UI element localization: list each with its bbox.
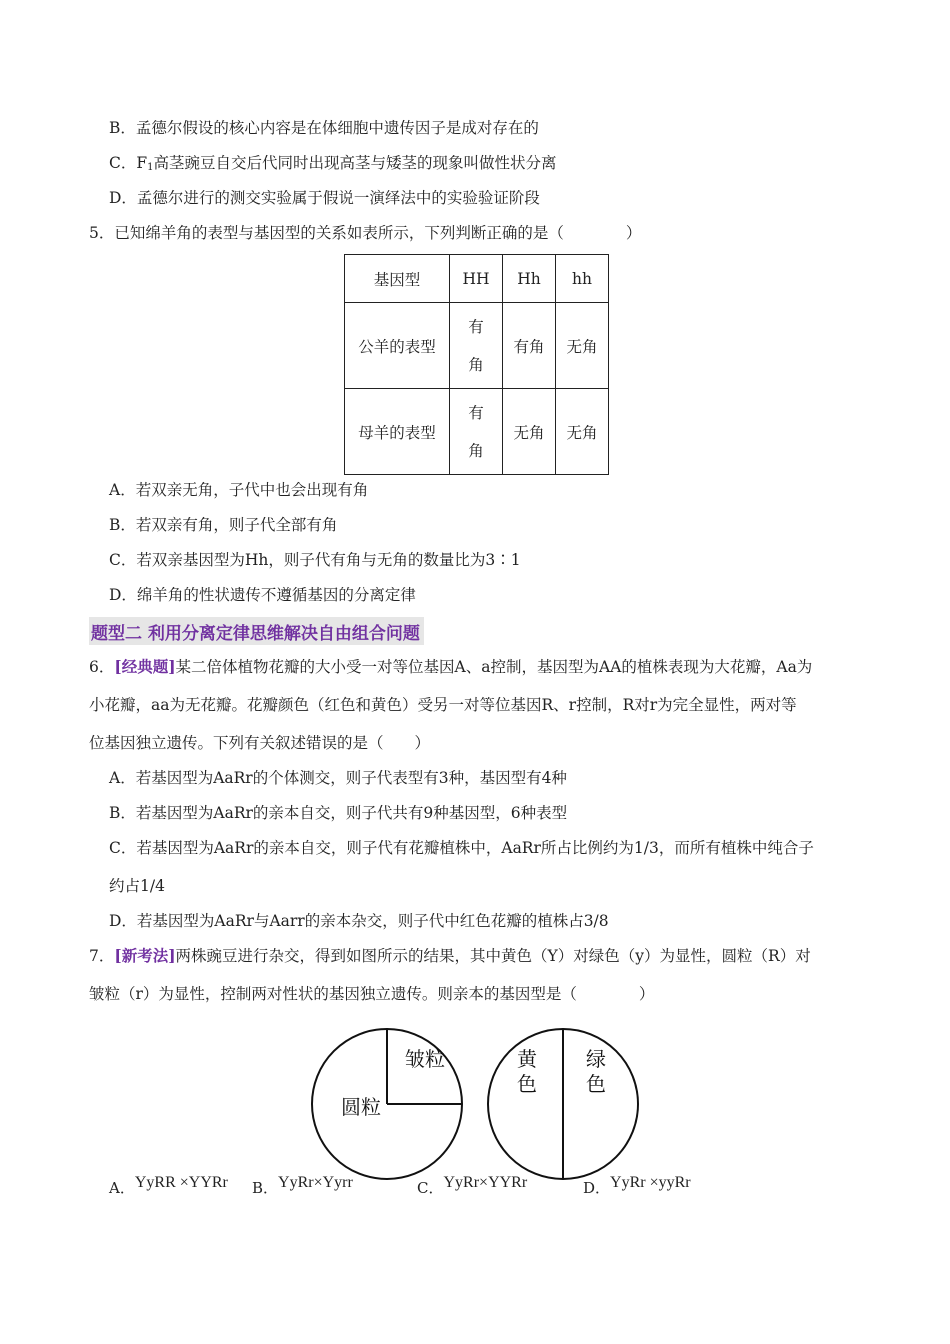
q6-option-b: B．若基因型为AaRr的亲本自交，则子代共有9种基因型，6种表型 bbox=[109, 804, 568, 822]
q5-option-c: C．若双亲基因型为Hh，则子代有角与无角的数量比为3∶1 bbox=[109, 551, 521, 569]
pie-slice-label: 色 bbox=[517, 1072, 537, 1096]
pie-slice-label: 圆粒 bbox=[341, 1095, 381, 1119]
row-label: 母羊的表型 bbox=[345, 389, 450, 475]
table-cell: 无角 bbox=[556, 389, 609, 475]
table-cell: 有角 bbox=[450, 389, 503, 475]
pie-slice-label: 色 bbox=[586, 1072, 606, 1096]
question-7-line-2: 皱粒（r）为显性，控制两对性状的基因独立遗传。则亲本的基因型是（ ） bbox=[89, 985, 655, 1003]
pie-slice-label: 黄 bbox=[517, 1047, 537, 1071]
section-heading: 题型二 利用分离定律思维解决自由组合问题 bbox=[89, 617, 424, 645]
table-cell: 无角 bbox=[556, 303, 609, 389]
q6-option-a: A．若基因型为AaRr的个体测交，则子代表型有3种，基因型有4种 bbox=[109, 769, 567, 787]
q5-option-b: B．若双亲有角，则子代全部有角 bbox=[109, 516, 338, 534]
q6-option-c-line-1: C．若基因型为AaRr的亲本自交，则子代有花瓣植株中，AaRr所占比例约为1/3，而所有植株中纯合子 bbox=[109, 839, 814, 857]
q4-option-c: C．$F_1$高茎豌豆自交后代同时出现高茎与矮茎的现象叫做性状分离 bbox=[109, 154, 557, 173]
row-label: 公羊的表型 bbox=[345, 303, 450, 389]
table-cell: 有角 bbox=[503, 303, 556, 389]
q6-option-c-line-2: 约占1/4 bbox=[109, 877, 165, 895]
table-header-cell: Hh bbox=[503, 255, 556, 303]
q4-option-b: B．孟德尔假设的核心内容是在体细胞中遗传因子是成对存在的 bbox=[109, 119, 539, 137]
q7-option-c: C．YyRr×YYRr bbox=[417, 1174, 528, 1197]
question-tag: [新考法] bbox=[114, 946, 176, 965]
pie-slice-label: 皱粒 bbox=[405, 1047, 445, 1071]
question-6-line-3: 位基因独立遗传。下列有关叙述错误的是（ ） bbox=[89, 734, 431, 752]
q4-option-d: D．孟德尔进行的测交实验属于假说一演绎法中的实验验证阶段 bbox=[109, 189, 540, 207]
q7-option-a: A．YyRR ×YYRr bbox=[109, 1174, 228, 1197]
question-6-line-2: 小花瓣，aa为无花瓣。花瓣颜色（红色和黄色）受另一对等位基因R、r控制，R对r为完全显性，两对等 bbox=[89, 696, 797, 714]
table-header-cell: hh bbox=[556, 255, 609, 303]
q6-option-d: D．若基因型为AaRr与Aarr的亲本杂交，则子代中红色花瓣的植株占3/8 bbox=[109, 912, 609, 930]
q5-option-a: A．若双亲无角，子代中也会出现有角 bbox=[109, 481, 369, 499]
table-cell: 无角 bbox=[503, 389, 556, 475]
q7-option-d: D．YyRr ×yyRr bbox=[583, 1174, 691, 1197]
question-5: 5．已知绵羊角的表型与基因型的关系如表所示，下列判断正确的是（ ） bbox=[89, 224, 642, 242]
question-7-line-1: 7．[新考法]两株豌豆进行杂交，得到如图所示的结果，其中黄色（Y）对绿色（y）为显性，圆粒（R）对 bbox=[89, 946, 811, 965]
question-tag: [经典题] bbox=[114, 657, 176, 676]
pie-slice-label: 绿 bbox=[586, 1047, 606, 1071]
q5-option-d: D．绵羊角的性状遗传不遵循基因的分离定律 bbox=[109, 586, 416, 604]
q7-option-b: B．YyRr×Yyrr bbox=[252, 1174, 353, 1197]
table-header-cell: HH bbox=[450, 255, 503, 303]
genotype-table bbox=[344, 254, 609, 475]
question-6-line-1: 6．[经典题]某二倍体植物花瓣的大小受一对等位基因A、a控制，基因型为AA的植株表现为大花瓣，Aa为 bbox=[89, 657, 813, 676]
table-cell: 有角 bbox=[450, 303, 503, 389]
table-header-cell: 基因型 bbox=[345, 255, 450, 303]
